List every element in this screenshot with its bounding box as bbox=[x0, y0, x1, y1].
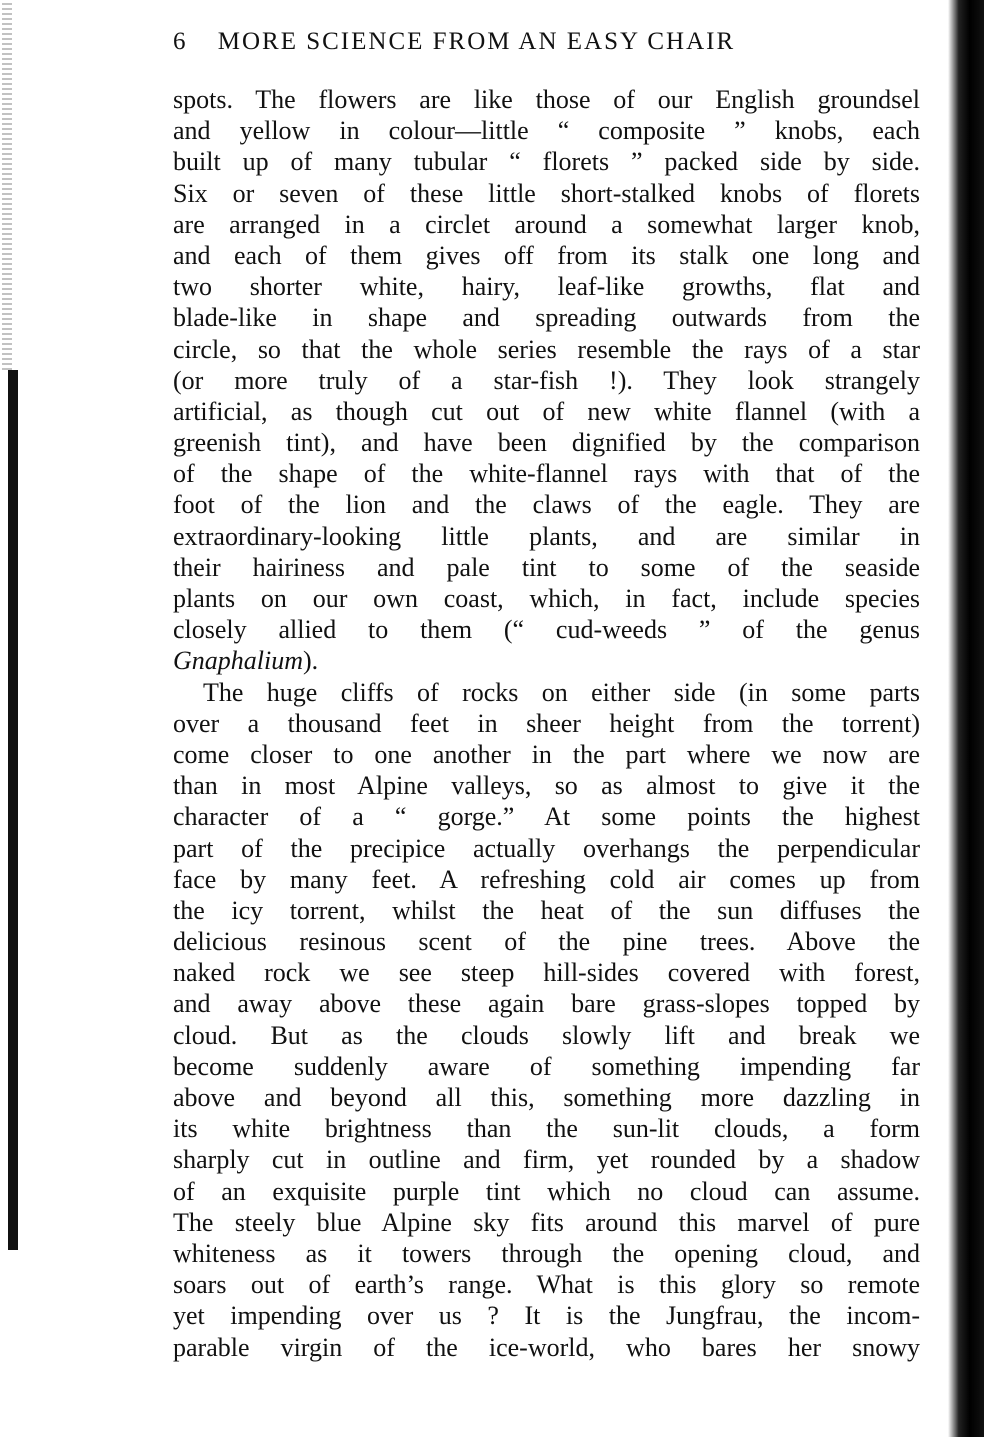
text-line: their hairiness and pale tint to some of the seaside bbox=[173, 552, 920, 582]
page-body bbox=[173, 84, 920, 1363]
text-line: greenish tint), and have been dignified by the comparison bbox=[173, 428, 920, 458]
text-line: come closer to one another in the part where we now are bbox=[173, 739, 920, 769]
genus-name: Gnaphalium bbox=[173, 646, 303, 676]
text-line: plants on our own coast, which, in fact, include species bbox=[173, 584, 920, 613]
text-line: spots. The flowers are like those of our English groundsel bbox=[173, 85, 920, 114]
scan-edge-right bbox=[948, 0, 984, 1437]
text-line: soars out of earth’s range. What is this glory so remote bbox=[173, 1270, 920, 1300]
text-line: character of a “ gorge.” At some points the highest bbox=[173, 802, 920, 832]
text-line: of an exquisite purple tint which no cloud can assume. bbox=[173, 1176, 920, 1206]
text-line: parable virgin of the ice-world, who bares her snowy bbox=[173, 1332, 920, 1362]
text-line: face by many feet. A refreshing cold air comes up from bbox=[173, 864, 920, 894]
text-line: naked rock we see steep hill-sides covered with forest, bbox=[173, 958, 920, 988]
text-line: its white brightness than the sun-lit clouds, a form bbox=[173, 1114, 920, 1144]
scan-edge-left bbox=[8, 370, 18, 1250]
text-line: and yellow in colour—little “ composite ” knobs, each bbox=[173, 116, 920, 146]
text-line: part of the precipice actually overhangs the perpendicular bbox=[173, 833, 920, 863]
text-line: than in most Alpine valleys, so as almost to give it the bbox=[173, 771, 920, 801]
text-line: yet impending over us ? It is the Jungfrau, the incom- bbox=[173, 1301, 920, 1331]
text-line: built up of many tubular “ florets ” packed side by side. bbox=[173, 147, 920, 177]
text-line: artificial, as though cut out of new white flannel (with a bbox=[173, 396, 920, 426]
text-line: The steely blue Alpine sky fits around this marvel of pure bbox=[173, 1207, 920, 1237]
text-line: blade-like in shape and spreading outwards from the bbox=[173, 303, 920, 333]
text-line: are arranged in a circlet around a somewhat larger knob, bbox=[173, 209, 920, 239]
text-line: closely allied to them (“ cud-weeds ” of the genus bbox=[173, 615, 920, 645]
page-number: 6 bbox=[173, 28, 188, 55]
text-line: above and beyond all this, something more dazzling in bbox=[173, 1083, 920, 1112]
text-line: whiteness as it towers through the opening cloud, and bbox=[173, 1238, 920, 1268]
running-header bbox=[173, 28, 908, 56]
text-line: Six or seven of these little short-stalked knobs of florets bbox=[173, 178, 920, 208]
text-line: foot of the lion and the claws of the eagle. They are bbox=[173, 490, 920, 520]
text-line: and each of them gives off from its stalk one long and bbox=[173, 240, 920, 270]
text-line: The huge cliffs of rocks on either side (in some parts bbox=[203, 677, 920, 707]
text-line: over a thousand feet in sheer height from the torrent) bbox=[173, 708, 920, 738]
text-line: the icy torrent, whilst the heat of the sun diffuses the bbox=[173, 895, 920, 925]
text-line: of the shape of the white-flannel rays with that of the bbox=[173, 459, 920, 489]
text-line: two shorter white, hairy, leaf-like growths, flat and bbox=[173, 272, 920, 302]
text-line: extraordinary-looking little plants, and are similar in bbox=[173, 521, 920, 551]
running-title: MORE SCIENCE FROM AN EASY CHAIR bbox=[217, 28, 736, 55]
text-line: and away above these again bare grass-slopes topped by bbox=[173, 989, 920, 1019]
text-line: sharply cut in outline and firm, yet rounded by a shadow bbox=[173, 1145, 920, 1175]
text-fragment: ). bbox=[303, 646, 319, 676]
text-line: become suddenly aware of something impending far bbox=[173, 1051, 920, 1081]
text-line bbox=[173, 645, 920, 676]
text-line: (or more truly of a star-fish !). They look strangely bbox=[173, 365, 920, 395]
text-line: cloud. But as the clouds slowly lift and break we bbox=[173, 1020, 920, 1050]
text-line: delicious resinous scent of the pine trees. Above the bbox=[173, 927, 920, 957]
scan-edge-left-top bbox=[2, 0, 12, 370]
text-line: circle, so that the whole series resemble the rays of a star bbox=[173, 334, 920, 364]
